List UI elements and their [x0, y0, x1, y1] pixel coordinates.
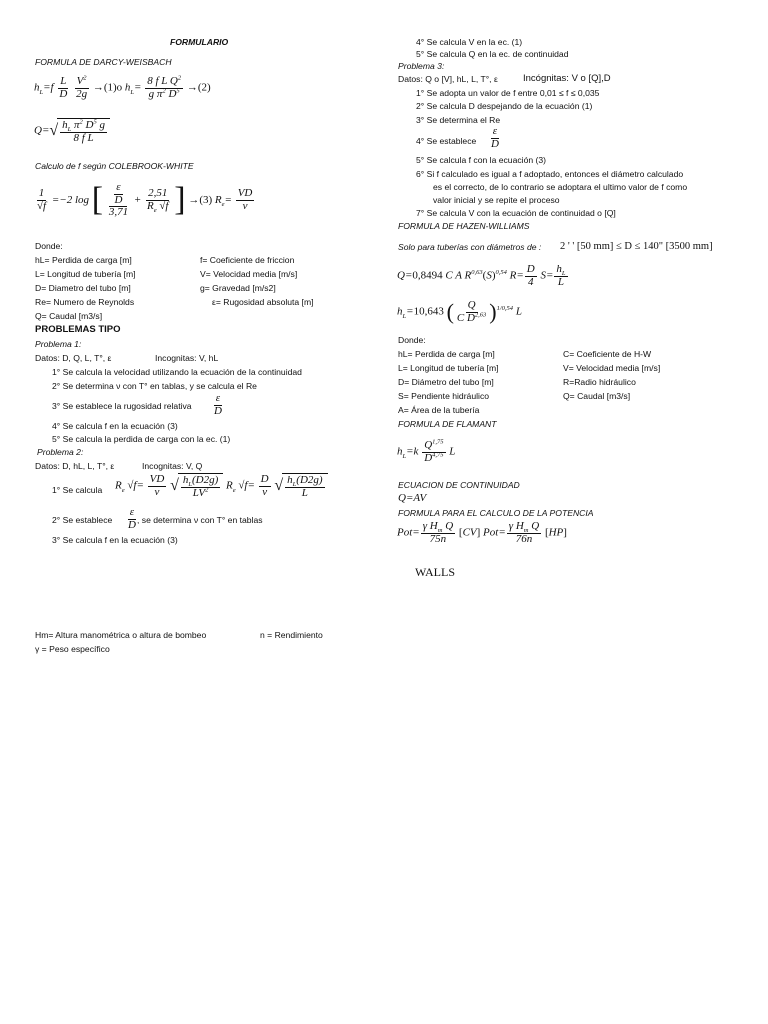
problema-2-step-3: 3° Se calcula f en la ecuación (3): [52, 535, 178, 545]
potencia-equation: Pot= $\frac{\gamma H_m Q}{75n}$ [CV] Pot= $\frac{\gamma H_m Q}{76n}$ [HP]: [397, 520, 567, 545]
hazen-williams-note: Solo para tuberías con diámetros de :: [398, 242, 542, 252]
right-step-4: 4° Se calcula V en la ec. (1): [416, 37, 523, 47]
hw-def-left-2: D= Diámetro del tubo [m]: [398, 377, 494, 387]
hw-def-right-2: R=Radio hidráulico: [563, 377, 636, 387]
right-step-5: 5° Se calcula Q en la ec. de continuidad: [416, 49, 569, 59]
problema-2-step-2: 2° Se establece: [52, 515, 113, 525]
def-right-2: g= Gravedad [m/s2]: [200, 283, 276, 293]
hazen-williams-hl-equation: $h_L=10,643$ ( $\frac{Q}{C D^{2,63}}$ )$^{1/0,54}$ L: [397, 299, 522, 325]
def-left-1: L= Longitud de tubería [m]: [35, 269, 136, 279]
hazen-williams-range: 2 ' ' [50 mm] ≤ D ≤ 140" [3500 mm]: [560, 241, 713, 252]
def-right-3: ε= Rugosidad absoluta [m]: [212, 297, 314, 307]
problema-3-step-4-fraction: $\frac{\varepsilon}{D}$: [491, 125, 499, 150]
problema-3-step-6-line-3: valor inicial y se repite el proceso: [433, 195, 560, 205]
def-right-1: V= Velocidad media [m/s]: [200, 269, 298, 279]
problema-2-datos: Datos: D, hL, L, T°, ε: [35, 461, 115, 471]
problema-1-title: Problema 1:: [35, 339, 82, 349]
continuidad-heading: ECUACION DE CONTINUIDAD: [398, 480, 520, 490]
problema-3-step-3: 3° Se determina el Re: [416, 115, 501, 125]
flamant-equation: $h_L=k$ $\frac{Q^{1,75}}{D^{4,75}}$ L: [397, 438, 456, 464]
hw-def-right-0: C= Coeficiente de H-W: [563, 349, 652, 359]
def-left-2: D= Diametro del tubo [m]: [35, 283, 131, 293]
colebrook-heading: Calculo de f según COLEBROOK-WHITE: [35, 161, 194, 171]
hazen-williams-heading: FORMULA DE HAZEN-WILLIAMS: [398, 221, 530, 231]
def-right-0: f= Coeficiente de friccion: [200, 255, 295, 265]
flamant-heading: FORMULA DE FLAMANT: [398, 419, 497, 429]
footer-hm: Hm= Altura manométrica o altura de bombeo: [35, 630, 207, 640]
problema-3-incognitas: Incógnitas: V o [Q],D: [523, 73, 611, 84]
hw-def-left-4: A= Área de la tubería: [398, 405, 480, 415]
hw-def-right-1: V= Velocidad media [m/s]: [563, 363, 661, 373]
problema-3-step-4: 4° Se establece: [416, 136, 477, 146]
hw-def-right-3: Q= Caudal [m3/s]: [563, 391, 631, 401]
rugosidad-relativa-fraction: $\frac{\varepsilon}{D}$: [214, 392, 222, 417]
problema-2-incognitas: Incognitas: V, Q: [142, 461, 203, 471]
darcy-heading: FORMULA DE DARCY-WEISBACH: [35, 57, 172, 67]
problema-3-datos: Datos: Q o [V], hL, L, T°, ε: [398, 74, 498, 84]
def-left-0: hL= Perdida de carga [m]: [35, 255, 132, 265]
problema-1-step-5: 5° Se calcula la perdida de carga con la ec. (1): [52, 434, 231, 444]
walls-label: WALLS: [415, 565, 455, 579]
problema-2-step-1: 1° Se calcula: [52, 485, 103, 495]
problema-3-title: Problema 3:: [398, 61, 445, 71]
problema-2-step-2-fraction: $\frac{\varepsilon}{D}$: [128, 506, 136, 531]
problema-1-step-4: 4° Se calcula f en la ecuación (3): [52, 421, 178, 431]
problema-1-datos: Datos: D, Q, L, T°, ε: [35, 353, 112, 363]
donde-label: Donde:: [35, 241, 63, 251]
potencia-heading: FORMULA PARA EL CALCULO DE LA POTENCIA: [398, 508, 594, 518]
caudal-equation: Q= √ $\frac{h_L \pi^2 D^5 g}{\text{8 f L}}$: [34, 118, 110, 144]
problema-3-step-2: 2° Se calcula D despejando de la ecuación (1): [416, 101, 593, 111]
problema-1-incognitas: Incognitas: V, hL: [155, 353, 219, 363]
problema-1-step-1: 1° Se calcula la velocidad utilizando la ecuación de la continuidad: [52, 367, 302, 377]
darcy-equation: $h_L=f$ $\frac{L}{D}$ $\frac{V^2}{2g}$ →(1)o $h_L=$ $\frac{8 f L Q^2}{g \pi^2 D^5}$ →(2): [34, 74, 211, 100]
def-left-4: Q= Caudal [m3/s]: [35, 311, 103, 321]
problema-2-step-2-rest: , se determina ν con T° en tablas: [137, 515, 263, 525]
def-left-3: Re= Numero de Reynolds: [35, 297, 135, 307]
hw-def-left-0: hL= Perdida de carga [m]: [398, 349, 495, 359]
footer-rendimiento: n = Rendimiento: [260, 630, 323, 640]
problemas-tipo-heading: PROBLEMAS TIPO: [35, 324, 121, 335]
colebrook-equation: $\frac{1}{√f}$ =−2 log [ $\frac{\frac{\varepsilon}{D}}{3,71}$ + $\frac{2,51}{R_e √f}$ ] →(3) $R_e=$ $\frac{VD}{\nu}$: [37, 181, 253, 219]
problema-2-title: Problema 2:: [37, 447, 84, 457]
problema-1-step-2: 2° Se determina ν con T° en tablas, y se calcula el Re: [52, 381, 257, 391]
problema-3-step-1: 1° Se adopta un valor de f entre 0,01 ≤ f ≤ 0,035: [416, 88, 600, 98]
hazen-williams-q-equation: Q=0,8494 C A $R^{0,63}(S)^{0,54}$ R= $\frac{D}{4}$ S= $\frac{h_L}{L}$: [397, 263, 566, 288]
hw-def-left-3: S= Pendiente hidráulico: [398, 391, 490, 401]
footer-peso-especifico: γ = Peso específico: [35, 644, 110, 654]
problema-1-step-3: 3° Se establece la rugosidad relativa: [52, 401, 192, 411]
problema-3-step-6-line-2: es el correcto, de lo contrario se adoptara el ultimo valor de f como: [433, 182, 688, 192]
continuidad-equation: Q=AV: [398, 492, 427, 504]
hw-def-left-1: L= Longitud de tubería [m]: [398, 363, 499, 373]
problema-3-step-6: 6° Si f calculado es igual a f adoptado, entonces el diámetro calculado: [416, 169, 684, 179]
problema-3-step-5: 5° Se calcula f con la ecuación (3): [416, 155, 547, 165]
problema-3-step-7: 7° Se calcula V con la ecuación de continuidad o [Q]: [416, 208, 616, 218]
problema-2-step-1-equation: $R_e$ √f= $\frac{VD}{\nu}$ √ $\frac{h_L(D2g)}{LV^2}$ $R_e$ √f= $\frac{D}{\nu}$ √ $\frac{h_L(D2g)}{L}$: [115, 473, 328, 499]
hw-donde-label: Donde:: [398, 335, 426, 345]
document-title: FORMULARIO: [170, 37, 229, 47]
